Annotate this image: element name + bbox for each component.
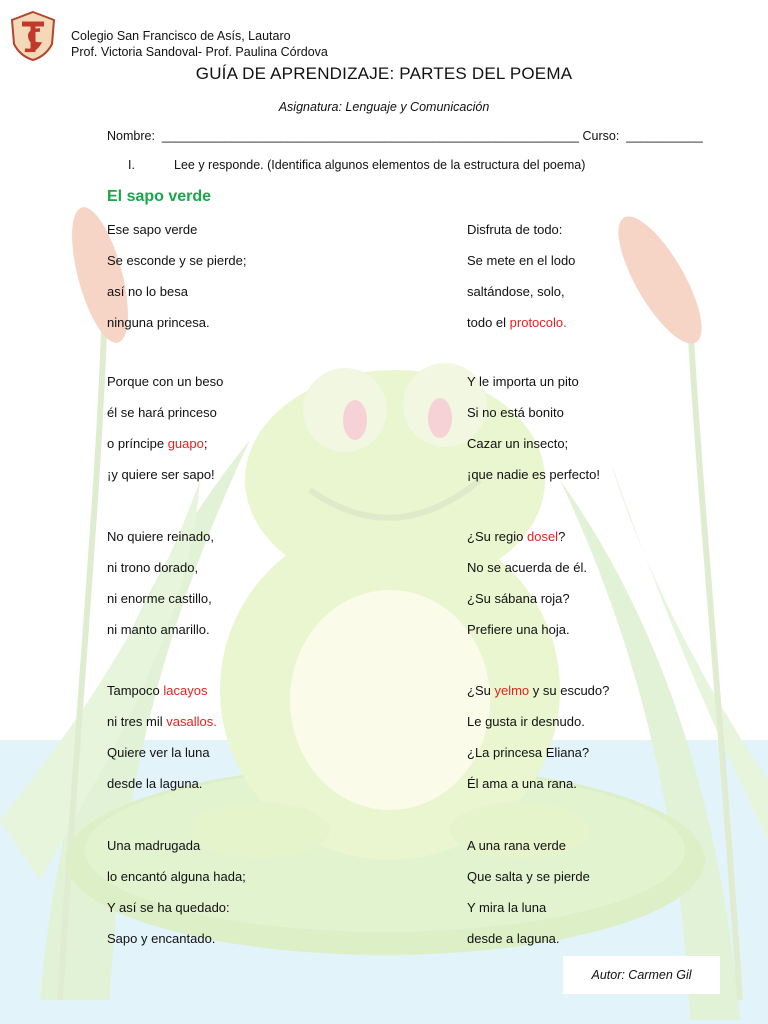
poem-line	[467, 466, 600, 497]
stanza	[467, 221, 575, 345]
poem-line	[467, 404, 600, 435]
line-text: ¡que nadie es perfecto!	[467, 467, 600, 482]
poem-line	[107, 283, 246, 314]
poem-line	[467, 373, 600, 404]
line-text: ;	[203, 436, 208, 451]
teachers: Prof. Victoria Sandoval- Prof. Paulina Córdova	[71, 45, 328, 59]
curso-label: Curso:	[582, 129, 620, 143]
line-text: Y así se ha quedado:	[107, 900, 230, 915]
poem-line	[467, 221, 575, 252]
page-title: GUÍA DE APRENDIZAJE: PARTES DEL POEMA	[195, 64, 573, 83]
line-text: y su escudo?	[529, 683, 610, 698]
school-logo-icon	[8, 10, 58, 62]
line-text: ?	[558, 529, 566, 544]
poem-line	[107, 435, 223, 466]
line-text: Una madrugada	[107, 838, 201, 853]
stanza	[107, 221, 246, 345]
line-text: No se acuerda de él.	[467, 560, 587, 575]
line-text: ninguna princesa.	[107, 315, 210, 330]
nombre-blank[interactable]: ____________________________________________________________	[158, 129, 580, 143]
poem-line	[107, 466, 223, 497]
poem-line	[107, 373, 223, 404]
line-text: Le gusta ir desnudo.	[467, 714, 585, 729]
line-text: lo encantó alguna hada;	[107, 869, 246, 884]
line-text: Y le importa un pito	[467, 374, 579, 389]
author: Autor: Carmen Gil	[591, 968, 692, 982]
highlighted-word: yelmo	[494, 683, 530, 698]
poem-line	[467, 528, 587, 559]
subject-line: Asignatura: Lenguaje y Comunicación	[278, 100, 490, 114]
line-text: todo el	[467, 315, 510, 330]
poem-title: El sapo verde	[107, 188, 212, 205]
poem-line	[107, 868, 246, 899]
author-box	[563, 956, 720, 994]
line-text: Y mira la luna	[467, 900, 547, 915]
poem-line	[107, 899, 246, 930]
poem-line	[467, 435, 600, 466]
line-text: A una rana verde	[467, 838, 567, 853]
poem-line	[107, 744, 217, 775]
poem-line	[467, 682, 609, 713]
line-text: desde la laguna.	[107, 776, 203, 791]
line-text: desde a laguna.	[467, 931, 560, 946]
school-name: Colegio San Francisco de Asís, Lautaro	[71, 29, 291, 43]
poem-line	[107, 621, 214, 652]
line-text: ¿Su regio	[467, 529, 527, 544]
line-text: o príncipe	[107, 436, 168, 451]
line-text: ni trono dorado,	[107, 560, 199, 575]
poem-line	[107, 221, 246, 252]
stanza	[467, 682, 609, 806]
stanza	[107, 682, 217, 806]
highlighted-word: vasallos.	[166, 714, 217, 729]
line-text: ¿La princesa Eliana?	[467, 745, 590, 760]
name-course-line	[107, 129, 703, 143]
poem-line	[107, 252, 246, 283]
stanza	[107, 373, 223, 497]
highlighted-word: lacayos	[163, 683, 208, 698]
line-text: Cazar un insecto;	[467, 436, 569, 451]
line-text: ni tres mil	[107, 714, 167, 729]
highlighted-word: dosel	[526, 529, 559, 544]
stanza	[467, 837, 590, 961]
instruction-text: Lee y responde. (Identifica algunos elementos de la estructura del poema)	[174, 158, 586, 172]
poem-line	[467, 837, 590, 868]
poem-line	[107, 590, 214, 621]
stanza	[467, 373, 600, 497]
line-text: así no lo besa	[107, 284, 188, 299]
poem-line	[107, 528, 214, 559]
poem-line	[467, 775, 609, 806]
poem-line	[467, 744, 609, 775]
poem-line	[467, 559, 587, 590]
poem-line	[107, 404, 223, 435]
line-text: Si no está bonito	[467, 405, 564, 420]
line-text: ni manto amarillo.	[107, 622, 210, 637]
line-text: Disfruta de todo:	[467, 222, 563, 237]
instruction-number: I.	[128, 158, 135, 172]
poem-line	[467, 713, 609, 744]
line-text: Tampoco	[107, 683, 164, 698]
line-text: ¿Su sábana roja?	[467, 591, 570, 606]
school-info	[71, 28, 328, 60]
poem-line	[467, 314, 575, 345]
highlighted-word: guapo	[167, 436, 204, 451]
poem-line	[467, 590, 587, 621]
poem-line	[467, 868, 590, 899]
poem-line	[107, 930, 246, 961]
poem-line	[467, 621, 587, 652]
poem-line	[107, 837, 246, 868]
line-text: ni enorme castillo,	[107, 591, 212, 606]
line-text: No quiere reinado,	[107, 529, 214, 544]
stanza	[467, 528, 587, 652]
line-text: saltándose, solo,	[467, 284, 565, 299]
line-text: él se hará princeso	[107, 405, 217, 420]
line-text: ¿Su	[467, 683, 495, 698]
poem-line	[467, 283, 575, 314]
highlighted-word: protocolo.	[509, 315, 567, 330]
instruction	[128, 158, 585, 172]
line-text: Se esconde y se pierde;	[107, 253, 247, 268]
line-text: Prefiere una hoja.	[467, 622, 570, 637]
poem-line	[107, 559, 214, 590]
stanza	[107, 837, 246, 961]
stanza	[107, 528, 214, 652]
curso-blank[interactable]: ___________	[622, 129, 703, 143]
line-text: Él ama a una rana.	[467, 776, 577, 791]
line-text: Ese sapo verde	[107, 222, 198, 237]
line-text: ¡y quiere ser sapo!	[107, 467, 215, 482]
poem-line	[467, 899, 590, 930]
line-text: Se mete en el lodo	[467, 253, 576, 268]
poem-line	[107, 314, 246, 345]
line-text: Que salta y se pierde	[467, 869, 590, 884]
poem-line	[467, 252, 575, 283]
line-text: Quiere ver la luna	[107, 745, 210, 760]
poem-line	[107, 713, 217, 744]
nombre-label: Nombre:	[107, 129, 155, 143]
poem-line	[107, 775, 217, 806]
line-text: Sapo y encantado.	[107, 931, 216, 946]
poem-line	[107, 682, 217, 713]
line-text: Porque con un beso	[107, 374, 224, 389]
